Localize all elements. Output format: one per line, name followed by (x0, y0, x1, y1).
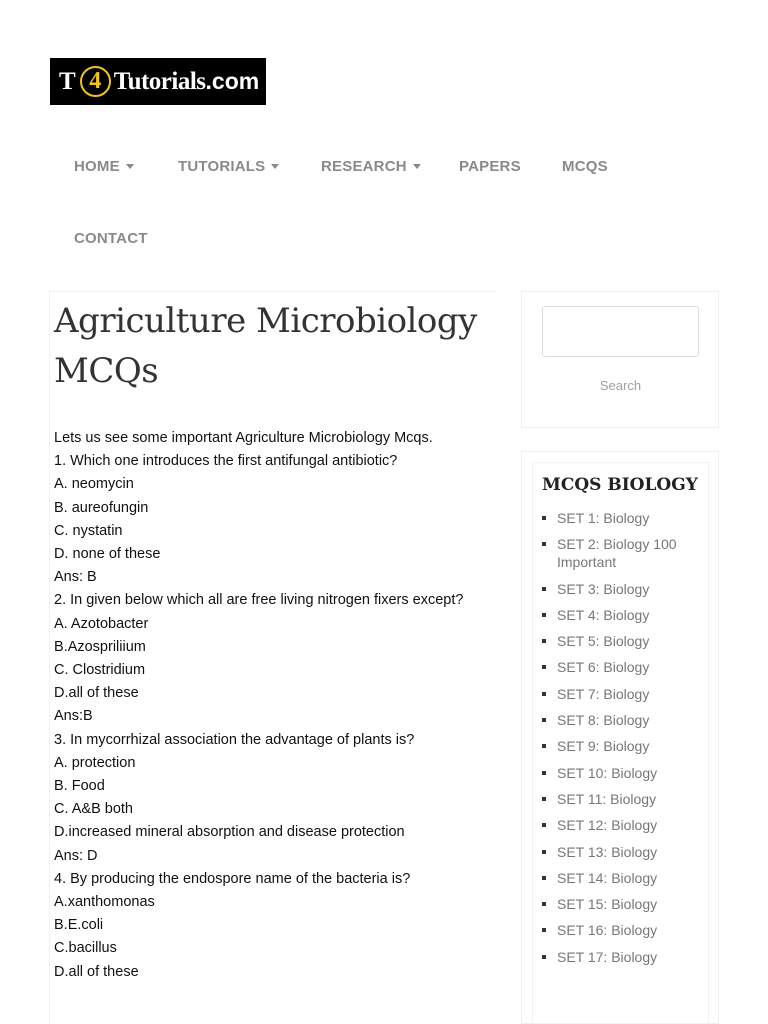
nav-contact-label: CONTACT (74, 230, 148, 247)
article-body (54, 427, 494, 984)
caret-down-icon (126, 164, 134, 169)
article-line: B. aureofungin (54, 499, 149, 516)
article-line: 4. By producing the endospore name of the bacteria is? (54, 870, 411, 887)
article-line: A. protection (54, 754, 136, 771)
article-line: 3. In mycorrhizal association the advantage of plants is? (54, 731, 415, 748)
article-line: B.Azospriliium (54, 638, 146, 655)
article-line: 2. In given below which all are free living nitrogen fixers except? (54, 592, 464, 609)
logo-t: T (59, 67, 76, 95)
article-line: C. Clostridium (54, 662, 146, 679)
article-line: D.all of these (54, 685, 139, 702)
article-line: A. Azotobacter (54, 615, 149, 632)
nav-tutorials-label: TUTORIALS (178, 158, 266, 175)
biology-set-link[interactable]: SET 16: Biology (542, 921, 712, 939)
nav-research[interactable] (321, 158, 421, 175)
search-widget (521, 291, 719, 428)
article-line: 1. Which one introduces the first antifungal antibiotic? (54, 453, 398, 470)
article-line: Ans:B (54, 708, 93, 725)
article-line: C. A&B both (54, 801, 133, 818)
article-line: D.all of these (54, 963, 139, 980)
logo-four: 4 (80, 66, 111, 97)
caret-down-icon (413, 164, 421, 169)
article-line: A. neomycin (54, 476, 134, 493)
article-line: B.E.coli (54, 917, 104, 934)
article-line: C.bacillus (54, 940, 117, 957)
biology-set-link[interactable]: SET 2: Biology 100 Important (542, 535, 712, 571)
search-input[interactable] (542, 306, 699, 357)
nav-papers[interactable] (459, 158, 521, 175)
nav-tutorials[interactable] (178, 158, 279, 175)
caret-down-icon (271, 164, 279, 169)
biology-set-link[interactable]: SET 1: Biology (542, 509, 712, 527)
biology-set-link[interactable]: SET 13: Biology (542, 843, 712, 861)
article-line: Lets us see some important Agriculture Microbiology Mcqs. (54, 430, 433, 446)
biology-set-link[interactable]: SET 11: Biology (542, 790, 712, 808)
logo-domain: .com (205, 68, 260, 94)
biology-set-link[interactable]: SET 5: Biology (542, 632, 712, 650)
biology-set-link[interactable]: SET 4: Biology (542, 606, 712, 624)
nav-mcqs-label: MCQS (562, 158, 608, 175)
nav-mcqs[interactable] (562, 158, 608, 175)
logo-name: Tutorials (113, 67, 206, 95)
article-line: D.increased mineral absorption and disease protection (54, 824, 405, 841)
biology-set-link[interactable]: SET 17: Biology (542, 948, 712, 966)
biology-set-link[interactable]: SET 9: Biology (542, 737, 712, 755)
biology-set-link[interactable]: SET 3: Biology (542, 580, 712, 598)
biology-set-link[interactable]: SET 7: Biology (542, 685, 712, 703)
article-line: C. nystatin (54, 522, 123, 539)
nav-contact[interactable] (74, 230, 148, 247)
biology-set-link[interactable]: SET 15: Biology (542, 895, 712, 913)
nav-home-label: HOME (74, 158, 120, 175)
widget-title: MCQS BIOLOGY (542, 475, 698, 495)
nav-home[interactable] (74, 158, 134, 175)
page-title: Agriculture Microbiology MCQs (54, 301, 477, 391)
article-line: A.xanthomonas (54, 894, 155, 911)
article-line: Ans: D (54, 847, 98, 864)
biology-set-link[interactable]: SET 12: Biology (542, 816, 712, 834)
nav-research-label: RESEARCH (321, 158, 407, 175)
article-line: B. Food (54, 778, 105, 795)
biology-set-link[interactable]: SET 14: Biology (542, 869, 712, 887)
biology-set-link[interactable]: SET 8: Biology (542, 711, 712, 729)
biology-set-link[interactable]: SET 6: Biology (542, 658, 712, 676)
search-button[interactable]: Search (599, 378, 642, 393)
biology-set-list (542, 509, 712, 974)
nav-papers-label: PAPERS (459, 158, 521, 175)
article-line: Ans: B (54, 569, 97, 586)
biology-set-link[interactable]: SET 10: Biology (542, 764, 712, 782)
article-line: D. none of these (54, 546, 161, 563)
site-logo[interactable] (50, 58, 266, 105)
